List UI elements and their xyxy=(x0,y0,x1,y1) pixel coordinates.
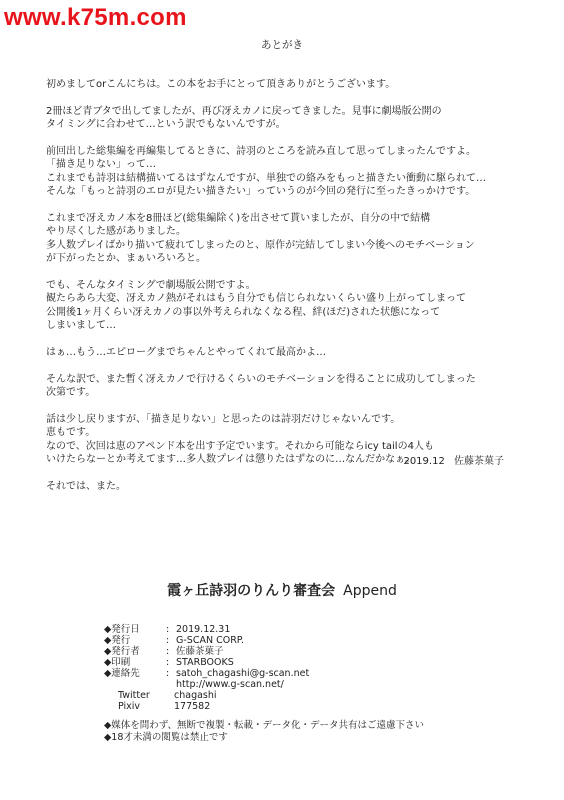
colophon-row xyxy=(104,679,309,690)
colophon-row: ◆印刷 : STARBOOKS xyxy=(104,657,234,668)
paragraph: 話は少し戻りますが、「描き足りない」と思ったのは詩羽だけじゃないんです。 恵もです。 なので、次回は恵のアペンド本を出す予定でいます。それから可能ならicy tailの4人も いけたらなーとか考えてます…多人数プレイは懲りたはずなのに…なんだかなぁ。 xyxy=(46,414,434,466)
note-line: ◆媒体を問わず、無断で複製・転載・データ化・データ共有はご遠慮下さい xyxy=(104,720,425,731)
paragraph: 初めましてorこんにちは。この本をお手にとって頂きありがとうございます。 xyxy=(46,79,396,90)
paragraph: はぁ…もう…エピローグまでちゃんとやってくれて最高かよ… xyxy=(46,347,326,359)
colophon-row: ◆連絡先 : satoh_chagashi@g-scan.net xyxy=(104,668,310,679)
paragraph: これまで冴えカノ本を8冊ほど(総集編除く)を出させて貰いましたが、自分の中で結構 やり尽くした感がありました。 多人数プレイばかり描いて疲れてしまったのと、原作が完結してしまい今後へのモチベーション が下がったとか、まぁいろいろと。 xyxy=(46,213,475,265)
colophon-row: ◆発行者 : 佐藤茶菓子 xyxy=(104,646,224,657)
colophon-notes xyxy=(104,720,424,744)
paragraph: でも、そんなタイミングで劇場版公開ですよ。 観たらあら大変、冴えカノ熱がそれはもう自分でも信じられないくらい盛り上がってしまって 公開後1ヶ月くらい冴えカノの事以外考えられなくなる程、絆(ほだ)された状態になって しまいまして… xyxy=(46,280,466,332)
website-url: http://www.g-scan.net/ xyxy=(176,679,284,690)
social-twitter: Twitter chagashi xyxy=(118,690,217,701)
paragraph: 前回出した総集編を再編集してるときに、詩羽のところを読み直して思ってしまったんですよ。 「描き足りない」って… これまでも詩羽は結構描いてるはずなんですが、単独での絡みをもっと描きたい衝動に駆られて… そんな「もっと詩羽のエロが見たい描きたい」っていうのが今回の発行に至ったきっかけです。 xyxy=(46,146,486,198)
colophon xyxy=(104,624,309,712)
afterword-body xyxy=(46,78,526,507)
signature xyxy=(403,452,504,467)
paragraph: それでは、また。 xyxy=(46,481,126,493)
colophon-title: 霞ヶ丘詩羽のりんり審査会 Append xyxy=(167,583,397,599)
social-pixiv: Pixiv 177582 xyxy=(118,701,211,712)
colophon-row: ◆発行 : G-SCAN CORP. xyxy=(104,635,245,646)
colophon-row: ◆発行日 : 2019.12.31 xyxy=(104,624,231,635)
signature-author: 佐藤茶菓子 xyxy=(454,456,504,467)
paragraph: 2冊ほど青ブタで出してましたが、再び冴えカノに戻ってきました。見事に劇場版公開の タイミングに合わせて…という訳でもないんですが。 xyxy=(46,105,442,131)
signature-date: 2019.12 xyxy=(403,456,445,467)
afterword-heading: あとがき xyxy=(261,39,303,51)
watermark: www.k75m.com xyxy=(4,4,187,31)
contact-email: satoh_chagashi@g-scan.net xyxy=(176,668,310,679)
paragraph: そんな訳で、また暫く冴えカノで行けるくらいのモチベーションを得ることに成功してしまった 次第です。 xyxy=(46,373,476,399)
note-line: ◆18才未満の閲覧は禁止です xyxy=(104,732,228,743)
